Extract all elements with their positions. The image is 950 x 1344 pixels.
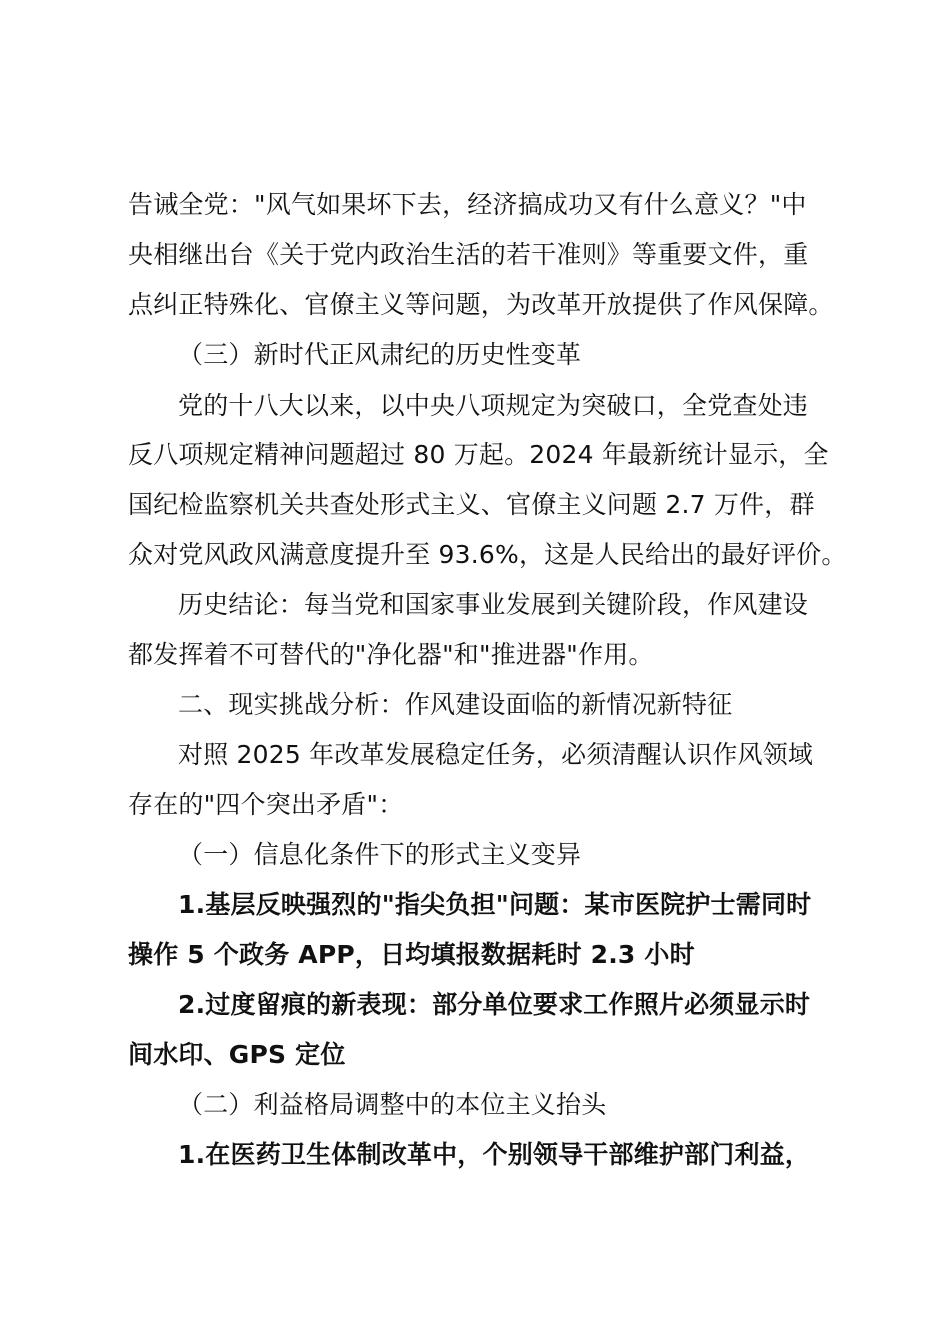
section-heading: 二、现实挑战分析：作风建设面临的新情况新特征	[178, 690, 733, 719]
paragraph-line: 告诫全党："风气如果坏下去，经济搞成功又有什么意义？"中	[128, 190, 807, 219]
section-heading: （一）信息化条件下的形式主义变异	[178, 840, 582, 869]
paragraph-line: 对照 2025 年改革发展稳定任务，必须清醒认识作风领域	[178, 740, 814, 769]
paragraph-line: 众对党风政风满意度提升至 93.6%，这是人民给出的最好评价。	[128, 540, 847, 569]
paragraph-line: 党的十八大以来，以中央八项规定为突破口，全党查处违	[178, 391, 809, 420]
paragraph-line: 点纠正特殊化、官僚主义等问题，为改革开放提供了作风保障。	[128, 290, 834, 319]
bold-item-line: 1.在医药卫生体制改革中，个别领导干部维护部门利益，	[178, 1140, 811, 1169]
bold-item-line: 1.基层反映强烈的"指尖负担"问题：某市医院护士需同时	[178, 890, 812, 919]
paragraph-line: 央相继出台《关于党内政治生活的若干准则》等重要文件，重	[128, 240, 809, 269]
paragraph-line: 存在的"四个突出矛盾"：	[128, 790, 404, 819]
bold-item-line: 2.过度留痕的新表现：部分单位要求工作照片必须显示时	[178, 990, 811, 1019]
section-heading: （三）新时代正风肃纪的历史性变革	[178, 340, 582, 369]
paragraph-line: 历史结论：每当党和国家事业发展到关键阶段，作风建设	[178, 590, 809, 619]
paragraph-line: 国纪检监察机关共查处形式主义、官僚主义问题 2.7 万件，群	[128, 490, 815, 519]
bold-item-line: 操作 5 个政务 APP，日均填报数据耗时 2.3 小时	[128, 940, 695, 969]
bold-item-line: 间水印、GPS 定位	[128, 1040, 346, 1069]
paragraph-line: 反八项规定精神问题超过 80 万起。2024 年最新统计显示，全	[128, 440, 829, 469]
section-heading: （二）利益格局调整中的本位主义抬头	[178, 1090, 607, 1119]
paragraph-line: 都发挥着不可替代的"净化器"和"推进器"作用。	[128, 640, 654, 669]
